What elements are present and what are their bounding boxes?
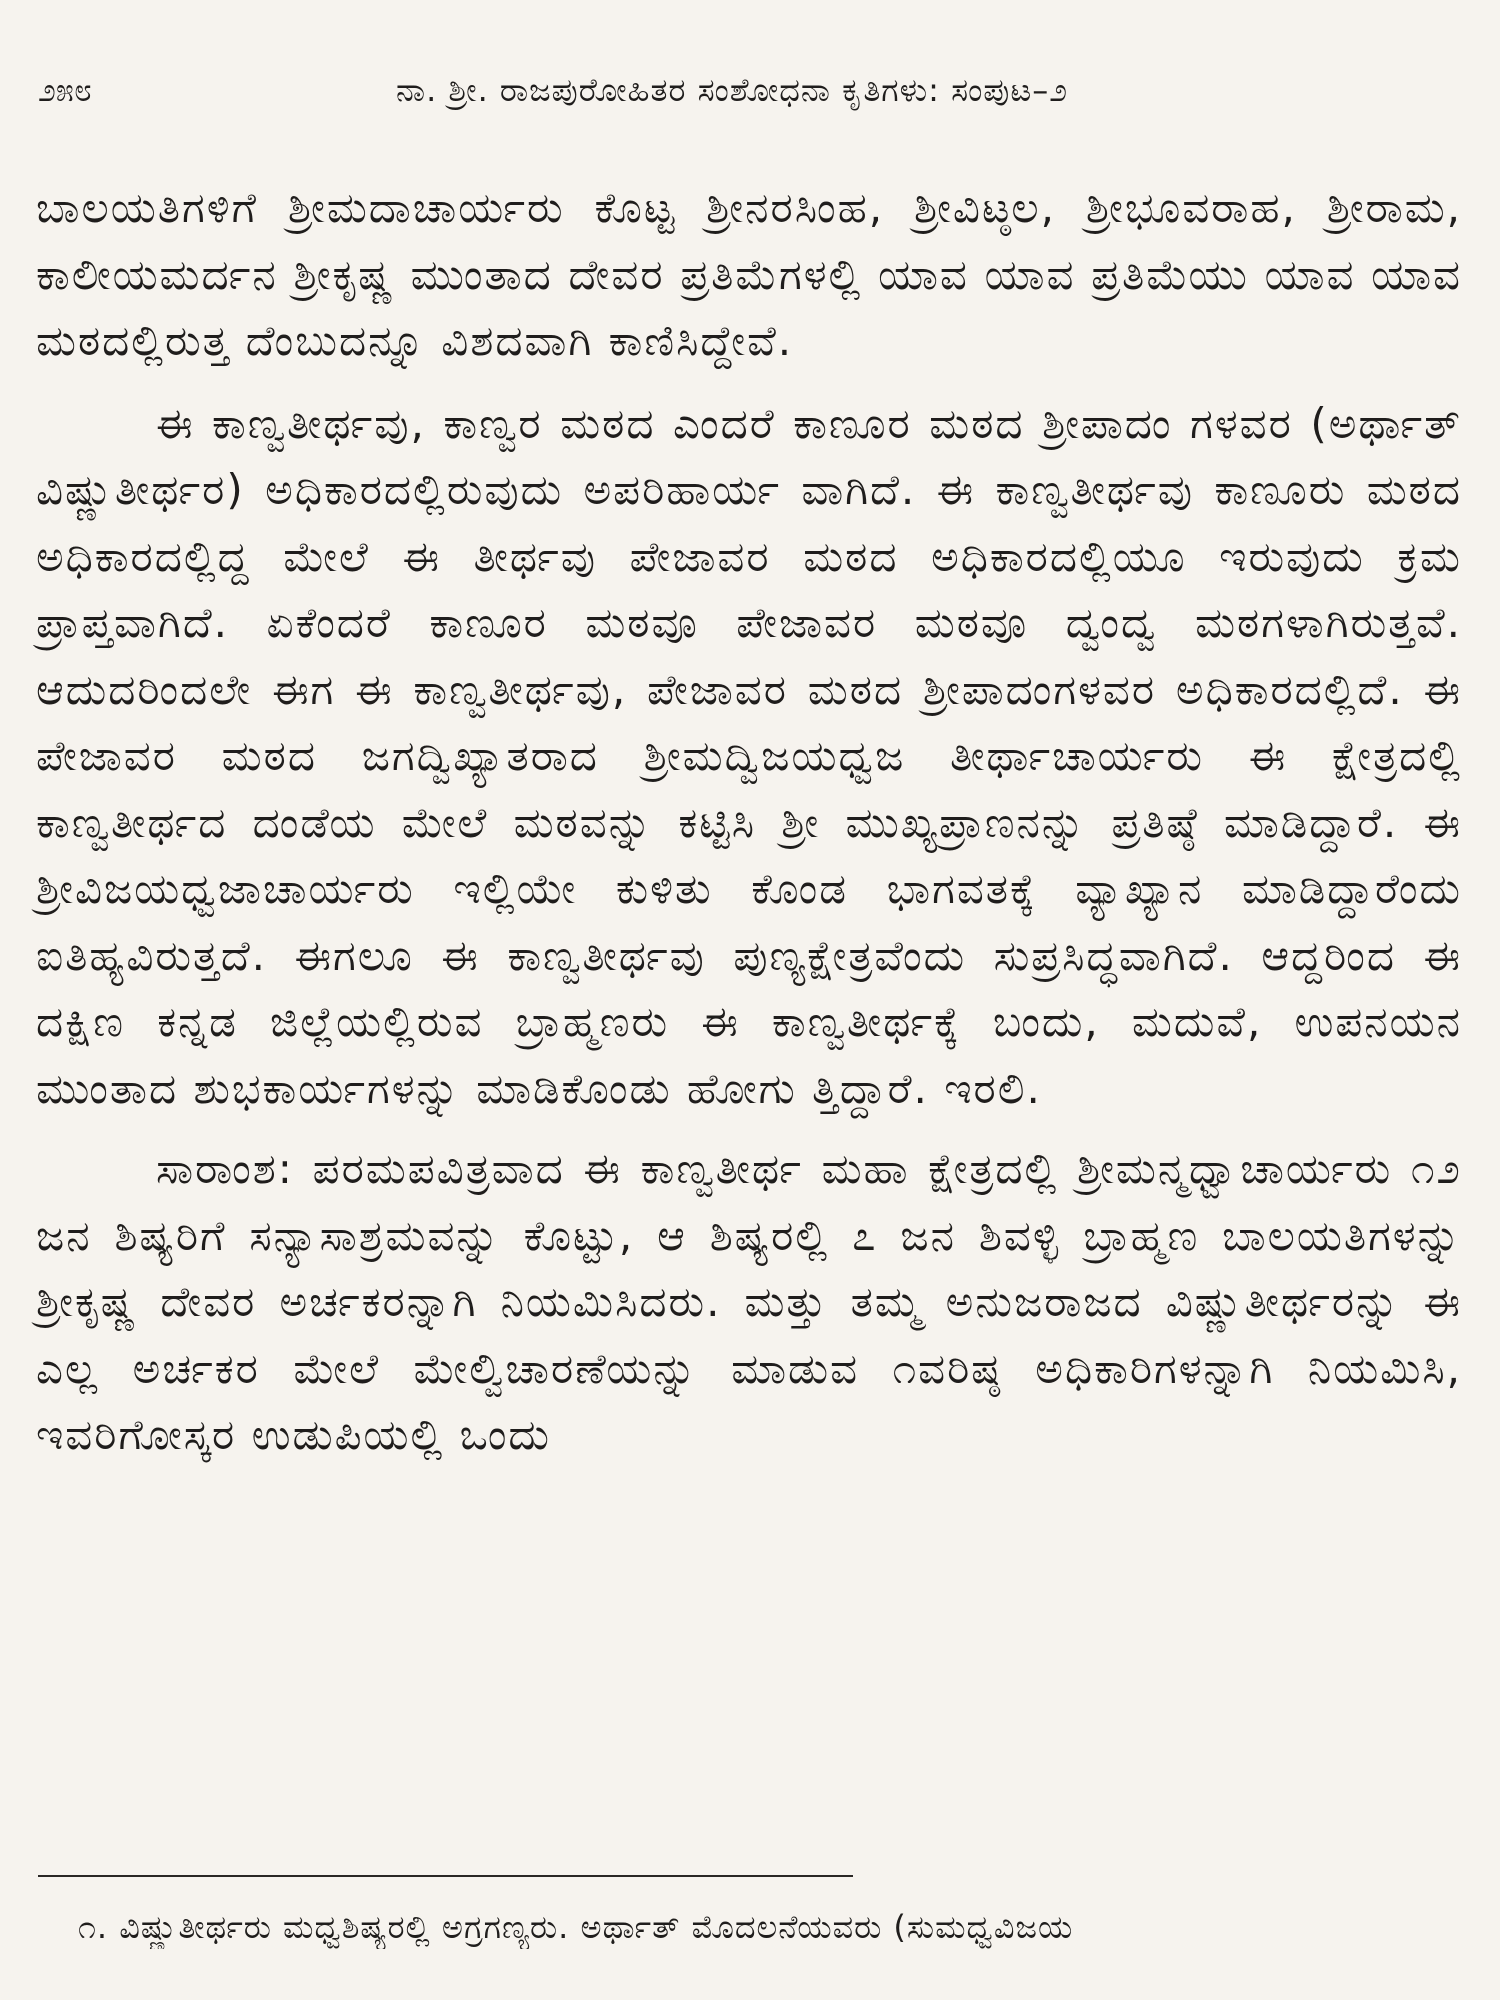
footnote: ೧. ವಿಷ್ಣುತೀರ್ಥರು ಮಧ್ವಶಿಷ್ಯರಲ್ಲಿ ಅಗ್ರಗಣ್ಯರು. ಅರ್ಥಾತ್ ಮೊದಲನೆಯವರು (ಸುಮಧ್ವವಿಜಯ xyxy=(78,1908,1074,1946)
page-header xyxy=(38,68,1470,112)
paragraph-1: ಬಾಲಯತಿಗಳಿಗೆ ಶ್ರೀಮದಾಚಾರ್ಯರು ಕೊಟ್ಟ ಶ್ರೀನರಸಿಂಹ, ಶ್ರೀವಿಟ್ಠಲ, ಶ್ರೀಭೂವರಾಹ, ಶ್ರೀರಾಮ, ಕಾಲೀಯಮರ್ದನ ಶ್ರೀಕೃಷ್ಣ ಮುಂತಾದ ದೇವರ ಪ್ರತಿಮೆಗಳಲ್ಲಿ ಯಾವ ಯಾವ ಪ್ರತಿಮೆಯು ಯಾವ ಯಾವ ಮಠದಲ್ಲಿರುತ್ತ ದೆಂಬುದನ್ನೂ ವಿಶದವಾಗಿ ಕಾಣಿಸಿದ್ದೇವೆ. xyxy=(36,183,1462,365)
page-number: ೨೫೮ xyxy=(38,71,92,109)
paragraph-3: ಸಾರಾಂಶ: ಪರಮಪವಿತ್ರವಾದ ಈ ಕಾಣ್ವತೀರ್ಥ ಮಹಾ ಕ್ಷೇತ್ರದಲ್ಲಿ ಶ್ರೀಮನ್ಮಧ್ವಾಚಾರ್ಯರು ೧೨ ಜನ ಶಿಷ್ಯರಿಗೆ ಸನ್ಯಾಸಾಶ್ರಮವನ್ನು ಕೊಟ್ಟು, ಆ ಶಿಷ್ಯರಲ್ಲಿ ೭ ಜನ ಶಿವಳ್ಳಿ ಬ್ರಾಹ್ಮಣ ಬಾಲಯತಿಗಳನ್ನು ಶ್ರೀಕೃಷ್ಣ ದೇವರ ಅರ್ಚಕರನ್ನಾಗಿ ನಿಯಮಿಸಿದರು. ಮತ್ತು ತಮ್ಮ ಅನುಜರಾಜದ ವಿಷ್ಣುತೀರ್ಥರನ್ನು ಈ ಎಲ್ಲ ಅರ್ಚಕರ ಮೇಲೆ ಮೇಲ್ವಿಚಾರಣೆಯನ್ನು ಮಾಡುವ ೧ವರಿಷ್ಠ ಅಧಿಕಾರಿಗಳನ್ನಾಗಿ ನಿಯಮಿಸಿ, ಇವರಿಗೋಸ್ಕರ ಉಡುಪಿಯಲ್ಲಿ ಒಂದು xyxy=(36,1144,1462,1459)
paragraph-2: ಈ ಕಾಣ್ವತೀರ್ಥವು, ಕಾಣ್ವರ ಮಠದ ಎಂದರೆ ಕಾಣೂರ ಮಠದ ಶ್ರೀಪಾದಂ ಗಳವರ (ಅರ್ಥಾತ್ ವಿಷ್ಣುತೀರ್ಥರ) ಅಧಿಕಾರದಲ್ಲಿರುವುದು ಅಪರಿಹಾರ್ಯ ವಾಗಿದೆ. ಈ ಕಾಣ್ವತೀರ್ಥವು ಕಾಣೂರು ಮಠದ ಅಧಿಕಾರದಲ್ಲಿದ್ದ ಮೇಲೆ ಈ ತೀರ್ಥವು ಪೇಜಾವರ ಮಠದ ಅಧಿಕಾರದಲ್ಲಿಯೂ ಇರುವುದು ಕ್ರಮ ಪ್ರಾಪ್ತವಾಗಿದೆ. ಏಕೆಂದರೆ ಕಾಣೂರ ಮಠವೂ ಪೇಜಾವರ ಮಠವೂ ದ್ವಂದ್ವ ಮಠಗಳಾಗಿರುತ್ತವೆ. ಆದುದರಿಂದಲೇ ಈಗ ಈ ಕಾಣ್ವತೀರ್ಥವು, ಪೇಜಾವರ ಮಠದ ಶ್ರೀಪಾದಂಗಳವರ ಅಧಿಕಾರದಲ್ಲಿದೆ. ಈ ಪೇಜಾವರ ಮಠದ ಜಗದ್ವಿಖ್ಯಾತರಾದ ಶ್ರೀಮದ್ವಿಜಯಧ್ವಜ ತೀರ್ಥಾಚಾರ್ಯರು ಈ ಕ್ಷೇತ್ರದಲ್ಲಿ ಕಾಣ್ವತೀರ್ಥದ ದಂಡೆಯ ಮೇಲೆ ಮಠವನ್ನು ಕಟ್ಟಿಸಿ ಶ್ರೀ ಮುಖ್ಯಪ್ರಾಣನನ್ನು ಪ್ರತಿಷ್ಠೆ ಮಾಡಿದ್ದಾರೆ. ಈ ಶ್ರೀವಿಜಯಧ್ವಜಾಚಾರ್ಯರು ಇಲ್ಲಿಯೇ ಕುಳಿತು ಕೊಂಡ ಭಾಗವತಕ್ಕೆ ವ್ಯಾಖ್ಯಾನ ಮಾಡಿದ್ದಾರೆಂದು ಐತಿಹ್ಯವಿರುತ್ತದೆ. ಈಗಲೂ ಈ ಕಾಣ್ವತೀರ್ಥವು ಪುಣ್ಯಕ್ಷೇತ್ರವೆಂದು ಸುಪ್ರಸಿದ್ಧವಾಗಿದೆ. ಆದ್ದರಿಂದ ಈ ದಕ್ಷಿಣ ಕನ್ನಡ ಜಿಲ್ಲೆಯಲ್ಲಿರುವ ಬ್ರಾಹ್ಮಣರು ಈ ಕಾಣ್ವತೀರ್ಥಕ್ಕೆ ಬಂದು, ಮದುವೆ, ಉಪನಯನ ಮುಂತಾದ ಶುಭಕಾರ್ಯಗಳನ್ನು ಮಾಡಿಕೊಂಡು ಹೋಗು ತ್ತಿದ್ದಾರೆ. ಇರಲಿ. xyxy=(36,398,1462,1113)
footnote-divider xyxy=(38,1875,853,1877)
body-text xyxy=(36,175,1462,1469)
running-title: ನಾ. ಶ್ರೀ. ರಾಜಪುರೋಹಿತರ ಸಂಶೋಧನಾ ಕೃತಿಗಳು: ಸಂಪುಟ–೨ xyxy=(396,71,1069,109)
